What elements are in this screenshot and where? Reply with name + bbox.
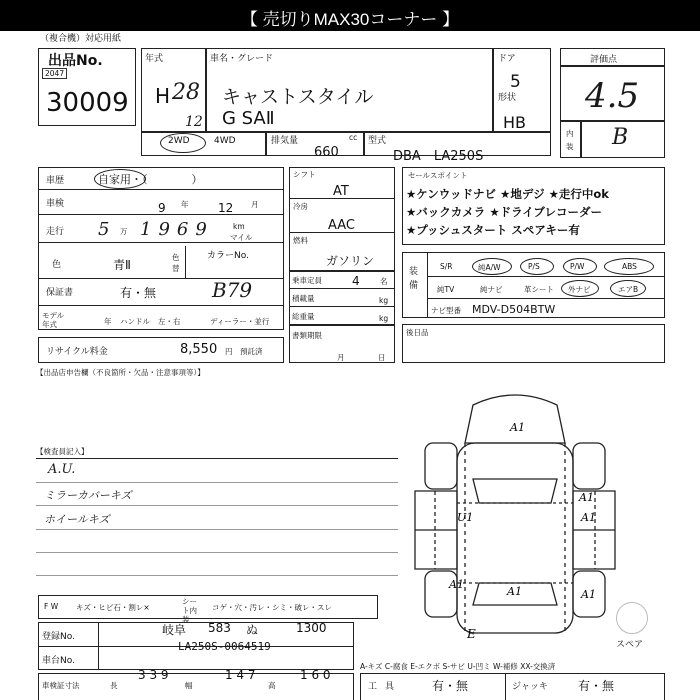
recycle-yen: 円 bbox=[225, 347, 233, 356]
equip-sr: S/R bbox=[440, 262, 453, 271]
colorno-value: B79 bbox=[212, 278, 253, 302]
color-label: 色 bbox=[52, 260, 62, 270]
equip-airbag: エアB bbox=[618, 285, 639, 294]
handle-value: 左・右 bbox=[158, 317, 181, 326]
mile-unit: マイル bbox=[230, 233, 253, 242]
shape: HB bbox=[503, 113, 527, 132]
dealer-label: ディーラー・並行 bbox=[210, 317, 270, 326]
warranty-label: 保証書 bbox=[46, 288, 74, 298]
load-label: 積載量 bbox=[292, 294, 315, 303]
inspection-month: 12 bbox=[218, 201, 234, 215]
reg-class: 583 bbox=[208, 621, 231, 635]
equip-airbag-circle bbox=[610, 280, 646, 297]
cert-l-label: 長 bbox=[110, 681, 118, 690]
sales-line-3: ★プッシュスタート スペアキー有 bbox=[406, 223, 580, 237]
mark-a1-front: A1 bbox=[510, 421, 525, 434]
expiry-day: 日 bbox=[378, 353, 386, 362]
door-label: ドア bbox=[498, 54, 516, 64]
cert-w-value: 1 4 7 bbox=[225, 668, 256, 682]
navi-label: ナビ型番 bbox=[431, 306, 461, 315]
certificate-label: 車検証寸法 bbox=[42, 681, 80, 690]
km-unit: km bbox=[233, 222, 245, 231]
year-era: H bbox=[155, 84, 171, 108]
notes-label: 後日品 bbox=[406, 328, 429, 337]
doors: 5 bbox=[510, 72, 521, 92]
equip-aw-circle bbox=[472, 258, 512, 275]
chassis-label: 車台No. bbox=[42, 656, 75, 666]
mileage-man: 5 bbox=[98, 219, 110, 240]
recycle-label: リサイクル料金 bbox=[46, 347, 108, 357]
name-label: 車名・グレード bbox=[210, 54, 274, 64]
recycle-amount: 8,550 bbox=[180, 342, 218, 357]
capacity-value: 4 bbox=[352, 274, 360, 288]
year-month: 12 bbox=[185, 114, 203, 130]
equip-extnavi-circle bbox=[561, 280, 599, 297]
equip-leather: 革シート bbox=[524, 285, 554, 294]
recycle-note: 預託済 bbox=[240, 347, 263, 356]
year-unit2: 年 bbox=[104, 317, 112, 326]
month-unit: 月 bbox=[251, 200, 259, 209]
rating-label: 評価点 bbox=[590, 55, 618, 65]
expiry-month: 月 bbox=[337, 353, 345, 362]
seat-label: シート内装 bbox=[182, 597, 197, 624]
lot-number: 30009 bbox=[46, 88, 129, 118]
capacity-unit: 名 bbox=[380, 277, 388, 286]
drive-4wd: 4WD bbox=[214, 136, 236, 146]
seat-text: コゲ・穴・汚レ・シミ・破レ・スレ bbox=[212, 603, 332, 612]
mark-a1-right1: A1 bbox=[579, 491, 594, 504]
equip-pw-circle bbox=[563, 258, 597, 275]
model-year-label: モデル年式 bbox=[42, 311, 65, 329]
tools-value: 有・無 bbox=[432, 679, 469, 693]
interior-score: B bbox=[612, 125, 629, 150]
equip-abs-circle bbox=[604, 258, 654, 275]
inspection-year: 9 bbox=[158, 201, 166, 215]
damage-legend: A-キズ C-腐食 E-エクボ S-サビ U-凹ミ W-補修 XX-交換済 bbox=[360, 662, 556, 671]
model-label: 型式 bbox=[368, 136, 387, 146]
drive-circle bbox=[160, 133, 206, 153]
equip-ps: P/S bbox=[528, 262, 540, 271]
mark-a1-wheel: A1 bbox=[581, 588, 596, 601]
cert-w-label: 幅 bbox=[185, 681, 193, 690]
fw-text: キズ・ヒビ石・割レ× bbox=[76, 603, 150, 612]
mark-u1: U1 bbox=[457, 511, 474, 524]
car-diagram bbox=[405, 383, 625, 648]
vehicle-grade: G SAⅡ bbox=[222, 108, 275, 129]
navi-value: MDV-D504BTW bbox=[472, 303, 556, 316]
cert-h-value: 1 6 0 bbox=[300, 668, 331, 682]
cert-h-label: 高 bbox=[268, 681, 276, 690]
reg-place: 岐阜 bbox=[162, 623, 187, 637]
inspector-label: 【検査員記入】 bbox=[36, 447, 89, 456]
kg2: kg bbox=[379, 314, 389, 323]
sales-label: セールスポイント bbox=[408, 171, 468, 180]
equip-ps-circle bbox=[520, 258, 554, 275]
inspection-label: 車検 bbox=[46, 199, 65, 209]
cert-l-value: 3 3 9 bbox=[138, 668, 169, 682]
model: DBA LA250S bbox=[393, 149, 484, 164]
history-circle bbox=[94, 169, 146, 189]
shape-label: 形状 bbox=[498, 93, 517, 103]
history-label: 車歴 bbox=[46, 176, 65, 186]
tools-label: 工具 bbox=[368, 682, 403, 692]
jack-label: ジャッキ bbox=[512, 682, 548, 692]
shift-value: AT bbox=[333, 184, 349, 199]
year-label: 年式 bbox=[145, 54, 164, 64]
sales-line-2: ★バックカメラ ★ドライブレコーダー bbox=[406, 205, 602, 219]
lot-tag: 2047 bbox=[42, 68, 67, 79]
kg1: kg bbox=[379, 296, 389, 305]
displacement-label: 排気量 bbox=[271, 136, 299, 146]
vehicle-name: キャストスタイル bbox=[222, 86, 374, 108]
sales-line-1: ★ケンウッドナビ ★地デジ ★走行中ok bbox=[406, 187, 609, 201]
mark-e-rear: E bbox=[467, 627, 476, 641]
equip-pw: P/W bbox=[570, 262, 585, 271]
expiry-label: 書類期限 bbox=[292, 331, 322, 340]
form-title: （複合機）対応用紙 bbox=[40, 34, 122, 44]
gross-label: 総重量 bbox=[292, 312, 315, 321]
reg-kana: ぬ bbox=[246, 623, 259, 637]
fuel-label: 燃料 bbox=[293, 236, 308, 245]
reg-number: 1300 bbox=[296, 621, 327, 635]
inspector-line-3: ホイールキズ bbox=[44, 513, 110, 526]
year-value: 28 bbox=[172, 80, 200, 105]
handle-label: ハンドル bbox=[120, 317, 150, 326]
warranty-value: 有・無 bbox=[120, 286, 157, 300]
displacement: 660 bbox=[314, 145, 339, 160]
inspector-line-2: ミラーカバーキズ bbox=[44, 489, 132, 502]
fw-label: F W bbox=[44, 602, 59, 611]
mileage-label: 走行 bbox=[46, 227, 65, 237]
jack-value: 有・無 bbox=[578, 679, 615, 693]
inspector-line-1: A.U. bbox=[48, 462, 76, 477]
ac-value: AAC bbox=[328, 218, 355, 233]
history-value: 自家用・（ ） bbox=[98, 173, 203, 186]
mileage-rest: 1969 bbox=[140, 219, 214, 240]
mark-a1-left: A1 bbox=[449, 578, 464, 591]
color-value: 青Ⅱ bbox=[113, 258, 131, 272]
color-change-label: 色替 bbox=[172, 253, 180, 273]
notes-box bbox=[402, 324, 665, 363]
drive-2wd: 2WD bbox=[168, 136, 190, 146]
declaration-label: 【出品店申告欄（不良箇所・欠品・注意事項等）】 bbox=[36, 368, 205, 377]
mark-a1-right2: A1 bbox=[581, 511, 596, 524]
spare-label: スペア bbox=[616, 640, 644, 650]
capacity-label: 乗車定員 bbox=[292, 276, 322, 285]
ac-label: 冷房 bbox=[293, 202, 308, 211]
cc-unit: cc bbox=[349, 133, 358, 142]
equip-extnavi: 外ナビ bbox=[568, 285, 591, 294]
colorno-label: カラーNo. bbox=[207, 251, 249, 261]
lot-label: 出品No. bbox=[48, 53, 103, 69]
man-unit: 万 bbox=[120, 227, 128, 236]
equip-aw: 純A/W bbox=[478, 263, 501, 272]
equip-abs: ABS bbox=[622, 262, 637, 271]
chassis-value: LA250S-0064519 bbox=[178, 640, 271, 653]
equip-tv: 純TV bbox=[437, 285, 455, 294]
equipment-label: 装備 bbox=[409, 267, 419, 291]
equip-navi: 純ナビ bbox=[480, 285, 503, 294]
banner-title: 【 売切りMAX30コーナー 】 bbox=[240, 10, 460, 29]
interior-label: 内装 bbox=[566, 129, 574, 151]
year-unit: 年 bbox=[181, 200, 189, 209]
rating-score: 4.5 bbox=[585, 76, 640, 116]
reg-label: 登録No. bbox=[42, 632, 75, 642]
spare-circle bbox=[616, 602, 648, 634]
fuel-value: ガソリン bbox=[326, 254, 375, 268]
mark-a1-rear: A1 bbox=[507, 585, 522, 598]
shift-label: シフト bbox=[293, 170, 316, 179]
